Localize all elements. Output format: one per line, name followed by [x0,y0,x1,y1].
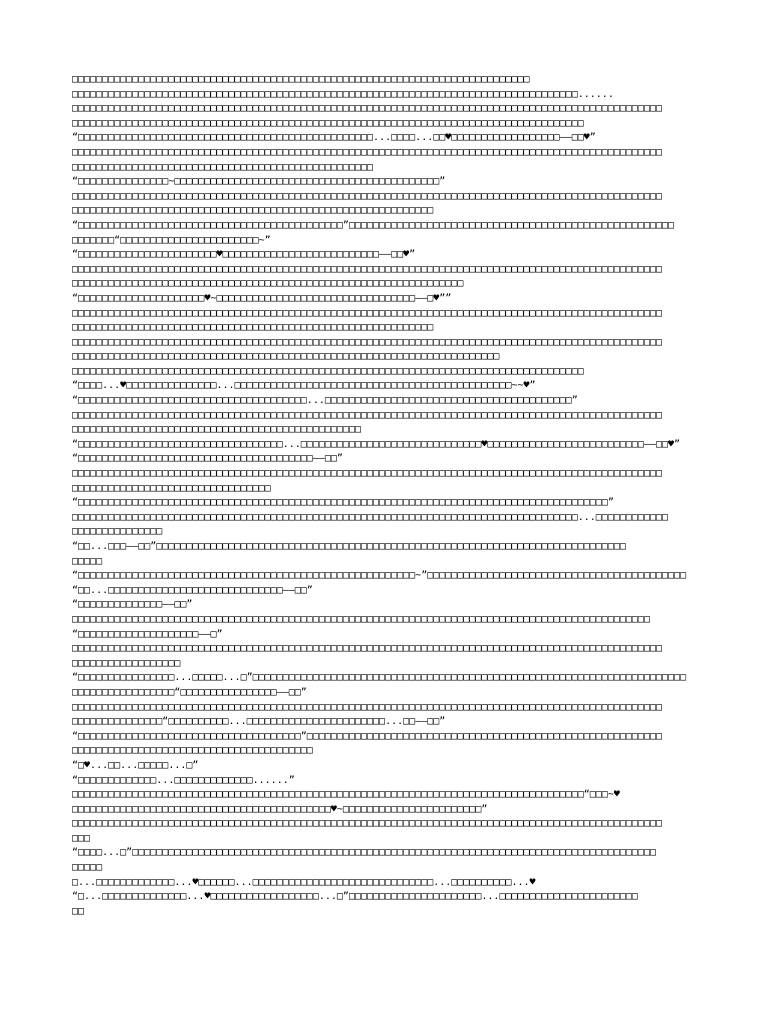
text-line: “□□□□□□□□□□□□□□□□□□□□□□□□□□□□□□□□□□□□□”□□□□□□□□□□□□□□□□□□□□□□□□□□□□□□□□□□□□□□□□□□□□□□□□□□□□□□□□□□□ [72,730,663,742]
document-body [72,73,712,919]
text-line: □□□□□□□□□□□□□□□□□□□□□□□□□□□□□□□□□□□□□□□□□□□□□□□□□□□□□□□□□□□□□□□□□□□□□□□□□□□□□□□□□□□□□□□□□□□□□□□□□□ [72,336,663,348]
text-line: □□□□□□□□□□□□□□□□□□□□□□□□□□□□□□□□□□□□□□□□□□□□□□□□□□□□□□□□□□□□□□□□□□□□□□□□□□□□□□□□□□□□□□□□□□□□□□□□□□ [72,146,663,158]
text-line: □□□□□□□□□□□□□□□□□□□□□□□□□□□□□□□□□□□□□□□□□□□□□□□□□□□□□□□□□□□□□□□□□□□□□□□□□□□□□□□□□□□□□□□□□□□□□□□□□□ [72,818,663,830]
text-line: “□□□□□□□□□□□□□□□□□□□□□□□□□□□□□□□□□□□□□□□——□□” [72,453,343,465]
text-line: □□□□□□□□□□□□□□□□□□□□□□□□□□□□□□□□□□□□□□□□□□□□□□□□□□□□□□□□□□□□□□□□□□□□□□□ [72,351,500,363]
text-line: “□□□□□□□□□□□□□□□□□□□□□□□□□□□□□□□□□□□□□□□□□□□□□□□□□...□□□□...□□♥□□□□□□□□□□□□□□□□□□——□□♥” [72,132,596,144]
text-line: “□♥...□□...□□□□□...□” [72,759,199,771]
text-line: □□□□□□□□□□□□□□□□□□□□□□□□□□□□□□□□□□□□□□□□□□□♥~□□□□□□□□□□□□□□□□□□□□□□□” [72,803,488,815]
text-line: “□□□□□□□□□□□□□□——□□” [72,599,193,611]
text-line: □□□□□□□□□□□□□□□□□□ [72,657,181,669]
text-line: □□□□□□□□□□□□□□□□□□□□□□□□□□□□□□□□□□□□□□□□□□□□□□□□□□□□□□□□□□□□ [72,322,434,334]
text-line: “□□□□□□□□□□□□□□□□□□□□□□□□□□□□□□□□□□□□□□□□□□□□”□□□□□□□□□□□□□□□□□□□□□□□□□□□□□□□□□□□□□□□□□□□□□□□□□□□□□□ [72,219,675,231]
text-line: “□□□□□□□□□□□□□□□□□□□□□♥~□□□□□□□□□□□□□□□□□□□□□□□□□□□□□□□□□——□♥”” [72,292,452,304]
text-line: “□□□□□□□□□□□□□...□□□□□□□□□□□□□......” [72,774,295,786]
text-line: “□□□□□□□□□□□□□□□□□□□□□□□□□□□□□□□□□□□□□□...□□□□□□□□□□□□□□□□□□□□□□□□□□□□□□□□□□□□□□□□□” [72,395,578,407]
text-line: □□□□□□□□□□□□□□□□□□□□□□□□□□□□□□□□□□□□□□□□□□□□□□□□□□□□□□□□□□□□□□□□□ [72,278,464,290]
text-line: □□□□□□□□□□□□□□□□□□□□□□□□□□□□□□□□□□□□□□□□□□□□□□□□□□□□□□□□□□□□□□□□□□□□□□□□□□□□□□□□□□□□□□□□□□□□□□□□□□ [72,263,663,275]
text-line: □□□□□□□□□□□□□□□□□□□□□□□□□□□□□□□□□□□□□□□□□□□□□□□□□□□□□□□□□□□□□□□□□□□□□□□□□□□□□□□□□□□□□□□□□□□□□□□□ [72,613,650,625]
text-line: □□□□□ [72,555,103,567]
text-line: “□□□□□□□□□□□□□□□□□□□□□□□♥□□□□□□□□□□□□□□□□□□□□□□□□□□——□□♥” [72,249,416,261]
text-line: “□□...□□□——□□”□□□□□□□□□□□□□□□□□□□□□□□□□□□□□□□□□□□□□□□□□□□□□□□□□□□□□□□□□□□□□□□□□□□□□□□□□□□□□□ [72,541,626,552]
text-line: □□□□□ [72,862,103,874]
text-line: □□□□□□□□□□□□□□□□□□□□□□□□□□□□□□□□□□□□□□□□□□□□□□□□□□□□□□□□□□□□□□□□□□□□□□□□□□□□□□□□□□□□□“□□□~♥ [72,789,620,801]
text-line: “□□□□...□”□□□□□□□□□□□□□□□□□□□□□□□□□□□□□□□□□□□□□□□□□□□□□□□□□□□□□□□□□□□□□□□□□□□□□□□□□□□□□□□□□□□□□□□ [72,847,656,859]
text-line: “□□...□□□□□□□□□□□□□□□□□□□□□□□□□□□□□——□□” [72,584,313,596]
text-line: “□□□□□□□□□□□□□□□□□□□□□□□□□□□□□□□□□□...□□□□□□□□□□□□□□□□□□□□□□□□□□□□□□♥□□□□□□□□□□□□□□□□□□□□□□□□□□——□□♥” [72,438,681,450]
text-line: □□□□□□□□□□□□□□□□□□□□□□□□□□□□□□□□□□□□□□□□□□□□□□□□□□□□□□□□□□□□□□□□□□□□□□□□□□□□□□□□□□□□□□□□□□□□□□□□□□ [72,409,663,421]
text-line: □□□ [72,832,91,844]
text-line: □□□□□□□□□□□□□□□□□□□□□□□□□□□□□□□□□□□□□□□□□□□□□□□□□□□□□□□□□□□□□□□□□□□□□□□□□□□□□□□□□□□□□ [72,365,584,377]
text-line: □□□□□□□□□□□□□□□□□“□□□□□□□□□□□□□□□□——□□” [72,686,307,698]
text-line: □□□□□□□“□□□□□□□□□□□□□□□□□□□□□□□~” [72,234,271,246]
text-line: □□□□□□□□□□□□□□□□□□□□□□□□□□□□□□□□□□□□□□□□□□□□□□□□□□□□□□□□□□□□□□□□□□□□□□□□□□□□□□□□□□□□□□□□□□□□□□□□□□ [72,307,663,319]
text-line: □□□□□□□□□□□□□□□□□□□□□□□□□□□□□□□□□□□□□□□□□□□□□□□□□□□□□□□□□□□□□□□□□□□□□□□□□□□□ [72,74,530,85]
text-line: “□□□□□□□□□□□□□□□□□□□□□□□□□□□□□□□□□□□□□□□□□□□□□□□□□□□□□□□□~”□□□□□□□□□□□□□□□□□□□□□□□□□□□□□□□□□□□□□□□□□□□ [72,570,687,582]
text-line: □□ [72,905,85,917]
text-line: “□□□□□□□□□□□□□□□□□□□□□□□□□□□□□□□□□□□□□□□□□□□□□□□□□□□□□□□□□□□□□□□□□□□□□□□□□□□□□□□□□□□□□□□□” [72,497,614,509]
text-line: □□□□□□□□□□□□□□□□□□□□□□□□□□□□□□□□□□□□□□□□□□□□□□□□□□□□□□□□□□□□□□□□□□□□□□□□□□□□□□□□□□□□□□□□□□□□□□□□□□ [72,190,663,202]
text-line: □□□□□□□□□□□□□□□“□□□□□□□□□□...□□□□□□□□□□□□□□□□□□□□□□□...□□——□□” [72,716,446,728]
text-line: □□□□□□□□□□□□□□□□□□□□□□□□□□□□□□□□□□□□□□□□□□□□□□□□□□□□□□□□□□□□□□□□□□□□□□□□□□□□□□□□□□□□□□□□□□□□□□□□□□ [72,701,663,713]
text-line: □□□□□□□□□□□□□□□□□□□□□□□□□□□□□□□□□ [72,482,271,494]
text-line: “□□□□□□□□□□□□□□□□□□□□——□” [72,628,223,640]
text-line: □□□□□□□□□□□□□□□□□□□□□□□□□□□□□□□□□□□□□□□□□□□□□□□□□□ [72,161,374,173]
text-line: □□□□□□□□□□□□□□□□□□□□□□□□□□□□□□□□□□□□□□□□□□□□□□□□□□□□□□□□□□□□□□□□□□□□□□□□□□□□□□□□□□□□□□□□□□□□□□□□□□ [72,643,663,655]
text-line: □□□□□□□□□□□□□□□ [72,526,163,538]
text-line: □□□□□□□□□□□□□□□□□□□□□□□□□□□□□□□□□□□□□□□□□□□□□□□□□□□□□□□□□□□□□□□□□□□□□□□□□□□□□□□□□□□□□ [72,117,584,129]
text-line: □...□□□□□□□□□□□□□...♥□□□□□□...□□□□□□□□□□□□□□□□□□□□□□□□□□□□□□...□□□□□□□□□□...♥ [72,876,536,888]
text-line: □□□□□□□□□□□□□□□□□□□□□□□□□□□□□□□□□□□□□□□□ [72,745,313,757]
text-line: “□...□□□□□□□□□□□□□□...♥□□□□□□□□□□□□□□□□□□...□”□□□□□□□□□□□□□□□□□□□□□□...□□□□□□□□□□□□□□□□□□□□□□□ [72,891,638,903]
text-line: □□□□□□□□□□□□□□□□□□□□□□□□□□□□□□□□□□□□□□□□□□□□□□□□□□□□□□□□□□□□□□□□□□□□□□□□□□□□□□□□□□□□□□□□□□□□□□□□□□ [72,103,663,115]
text-line: □□□□□□□□□□□□□□□□□□□□□□□□□□□□□□□□□□□□□□□□□□□□□□□□□□□□□□□□□□□□□□□□□□□□□□□□□□□□□□□□□□□□...□□□□□□□□□□□□ [72,511,669,523]
text-line: □□□□□□□□□□□□□□□□□□□□□□□□□□□□□□□□□□□□□□□□□□□□□□□□ [72,424,361,436]
text-line: □□□□□□□□□□□□□□□□□□□□□□□□□□□□□□□□□□□□□□□□□□□□□□□□□□□□□□□□□□□□□□□□□□□□□□□□□□□□□□□□□□□□...... [72,88,614,100]
text-line: “□□□□...♥□□□□□□□□□□□□□□□...□□□□□□□□□□□□□□□□□□□□□□□□□□□□□□□□□□□□□□□□□□□□□□~~♥” [72,380,536,392]
text-line: “□□□□□□□□□□□□□□□~□□□□□□□□□□□□□□□□□□□□□□□□□□□□□□□□□□□□□□□□□□□□” [72,176,446,188]
text-line: □□□□□□□□□□□□□□□□□□□□□□□□□□□□□□□□□□□□□□□□□□□□□□□□□□□□□□□□□□□□□□□□□□□□□□□□□□□□□□□□□□□□□□□□□□□□□□□□□□ [72,468,663,480]
text-line: “□□□□□□□□□□□□□□□□...□□□□□...□”□□□□□□□□□□□□□□□□□□□□□□□□□□□□□□□□□□□□□□□□□□□□□□□□□□□□□□□□□□□□□□□□□□□□□□□□ [72,672,687,684]
text-line: □□□□□□□□□□□□□□□□□□□□□□□□□□□□□□□□□□□□□□□□□□□□□□□□□□□□□□□□□□□□ [72,205,434,217]
